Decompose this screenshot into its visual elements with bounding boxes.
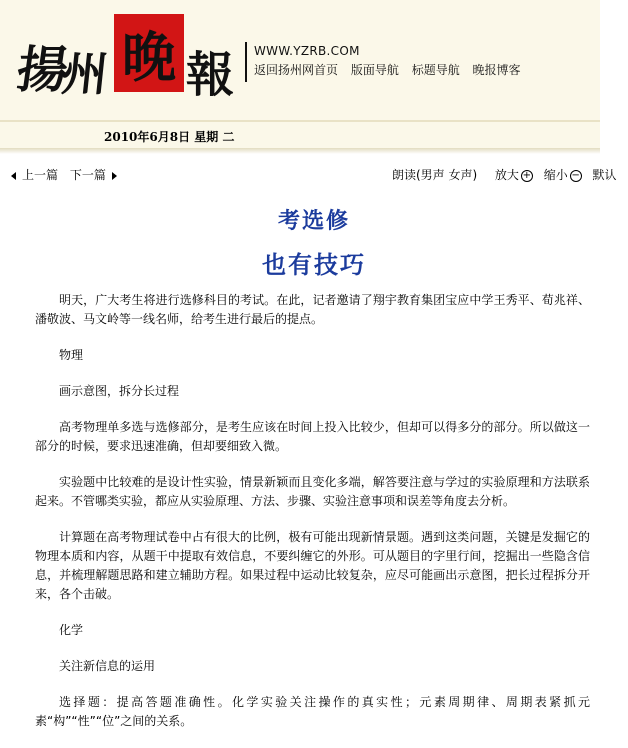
section-heading-physics: 物理: [59, 348, 84, 362]
next-article-link[interactable]: 下一篇: [69, 168, 106, 182]
default-size-link[interactable]: 默认: [592, 168, 617, 182]
date-bar-divider: [0, 148, 600, 154]
article-paragraph: 高考物理单多选与选修部分，是考生应该在时间上投入比较少，但却可以得多分的部分。所以做这一部分的时候，要求迅速准确，但却要细致入微。: [35, 420, 590, 453]
article-paragraph: 实验题中比较难的是设计性实验，情景新颖而且变化多端，解答要注意与学过的实验原理和方法联系起来。不管哪类实验，都应从实验原理、方法、步骤、实验注意事项和误差等角度去分析。: [35, 475, 590, 508]
logo-char-zhou: 州: [58, 47, 109, 101]
read-aloud-link[interactable]: 朗读(男声 女声): [392, 168, 478, 182]
article-paragraph: 明天，广大考生将进行选修科目的考试。在此，记者邀请了翔宇教育集团宝应中学王秀平、荀兆祥、潘敬波、马文岭等一线名师，给考生进行最后的提点。: [35, 293, 590, 326]
subheading-new-info: 关注新信息的运用: [59, 659, 156, 673]
triangle-left-icon: [11, 172, 16, 180]
site-url: WWW.YZRB.COM: [254, 44, 360, 58]
masthead: [0, 0, 600, 122]
article-headline: [0, 204, 628, 280]
article-toolbar: [0, 165, 617, 183]
newspaper-logo[interactable]: [13, 8, 238, 112]
headline-line-1: 考选修: [277, 208, 350, 234]
zoom-in-link[interactable]: 放大: [494, 168, 519, 182]
subheading-diagram: 画示意图，拆分长过程: [59, 384, 180, 398]
logo-char-wan: 晚: [122, 24, 176, 89]
plus-circle-icon[interactable]: +: [522, 169, 532, 181]
nav-layout-link[interactable]: 版面导航: [350, 63, 399, 77]
date-bar: [0, 122, 600, 148]
nav-titles-link[interactable]: 标题导航: [411, 63, 460, 77]
article-body: [35, 291, 590, 748]
minus-circle-icon[interactable]: −: [571, 169, 580, 181]
article-paragraph: 计算题在高考物理试卷中占有很大的比例，极有可能出现新情景题。遇到这类问题，关键是发掘它的物理本质和内容，从题干中提取有效信息，不要纠缠它的外形。可从题目的字里行间，挖掘出一些隐含信息，并梳理解题思路和建立辅助方程。如果过程中运动比较复杂，应尽可能画出示意图，把长过程拆分开来，各个击破。: [35, 530, 590, 601]
nav-home-link[interactable]: 返回扬州网首页: [254, 63, 339, 77]
section-heading-chemistry: 化学: [59, 623, 84, 637]
zoom-out-link[interactable]: 缩小: [543, 168, 568, 182]
prev-article-link[interactable]: 上一篇: [22, 168, 59, 182]
site-nav: [254, 61, 530, 78]
logo-char-yang: 揚: [13, 40, 70, 99]
article-paragraph: 选择题：提高答题准确性。化学实验关注操作的真实性；元素周期律、周期表紧抓元素“构”“性”“位”之间的关系。: [35, 695, 590, 728]
logo-red-seal: [114, 14, 184, 92]
logo-divider: [245, 42, 247, 82]
article-pager: [11, 166, 117, 183]
nav-blog-link[interactable]: 晚报博客: [472, 63, 521, 77]
reading-controls: [392, 166, 617, 183]
triangle-right-icon: [112, 172, 117, 180]
logo-char-bao: 報: [186, 47, 233, 103]
issue-date: 2010年6月8日 星期 二: [104, 130, 235, 144]
headline-line-2: 也有技巧: [262, 250, 366, 279]
